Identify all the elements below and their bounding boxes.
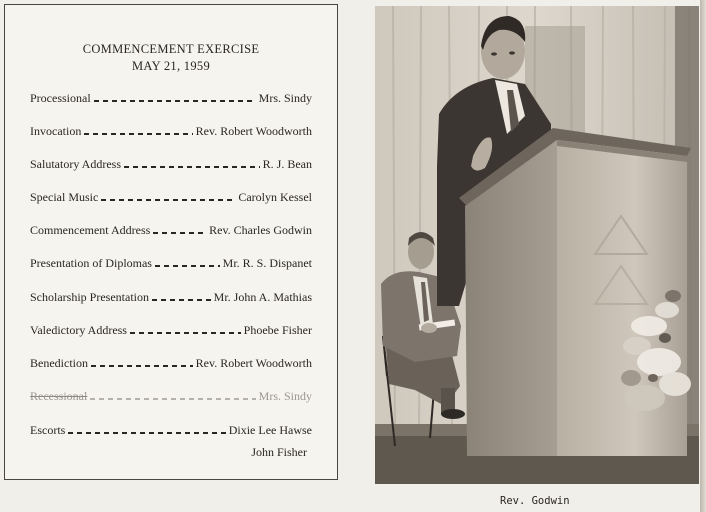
item-person: Rev. Robert Woodworth <box>195 356 312 370</box>
dash-leader <box>130 332 241 334</box>
program-item <box>30 423 312 441</box>
program-item <box>30 290 312 308</box>
program-item <box>30 190 312 208</box>
item-role: Valedictory Address <box>30 323 127 337</box>
dash-leader <box>155 265 220 267</box>
program-item <box>30 157 312 175</box>
item-role: Scholarship Presentation <box>30 290 149 304</box>
speaker-photo <box>375 6 699 484</box>
item-person: Dixie Lee Hawse <box>228 423 312 437</box>
program-date: MAY 21, 1959 <box>131 59 211 73</box>
dash-leader <box>152 299 211 301</box>
program-card <box>4 4 338 480</box>
dash-leader <box>124 166 260 168</box>
item-person: Mr. R. S. Dispanet <box>222 256 312 270</box>
dash-leader <box>91 365 193 367</box>
item-role: Escorts <box>30 423 66 437</box>
item-role: Special Music <box>30 190 99 204</box>
program-title: COMMENCEMENT EXERCISE <box>82 42 260 56</box>
item-role: Recessional <box>30 389 88 403</box>
program-item <box>30 124 312 142</box>
photo-illustration <box>375 6 699 484</box>
item-person: Mrs. Sindy <box>258 389 312 403</box>
program-item <box>30 323 312 341</box>
program-item <box>30 256 312 274</box>
item-person: Phoebe Fisher <box>243 323 312 337</box>
item-person: Rev. Robert Woodworth <box>195 124 312 138</box>
dash-leader <box>94 100 256 102</box>
item-role: Salutatory Address <box>30 157 121 171</box>
item-person: Mrs. Sindy <box>258 91 312 105</box>
item-person: Mr. John A. Mathias <box>213 290 312 304</box>
photo-caption: Rev. Godwin <box>500 495 570 507</box>
dash-leader <box>101 199 235 201</box>
dash-leader <box>68 432 225 434</box>
program-item <box>30 356 312 374</box>
program-item <box>30 389 312 407</box>
program-item <box>30 223 312 241</box>
item-person: Rev. Charles Godwin <box>209 223 312 237</box>
program-heading <box>5 41 337 75</box>
item-role: Processional <box>30 91 91 105</box>
item-person-second: John Fisher <box>251 445 307 459</box>
item-role: Benediction <box>30 356 88 370</box>
page-edge <box>700 0 706 512</box>
program-item <box>30 91 312 109</box>
dash-leader <box>153 232 206 234</box>
item-person: Carolyn Kessel <box>238 190 312 204</box>
item-role: Presentation of Diplomas <box>30 256 152 270</box>
item-person: R. J. Bean <box>262 157 312 171</box>
dash-leader <box>84 133 192 135</box>
dash-leader <box>90 398 255 400</box>
item-role: Commencement Address <box>30 223 151 237</box>
item-role: Invocation <box>30 124 82 138</box>
